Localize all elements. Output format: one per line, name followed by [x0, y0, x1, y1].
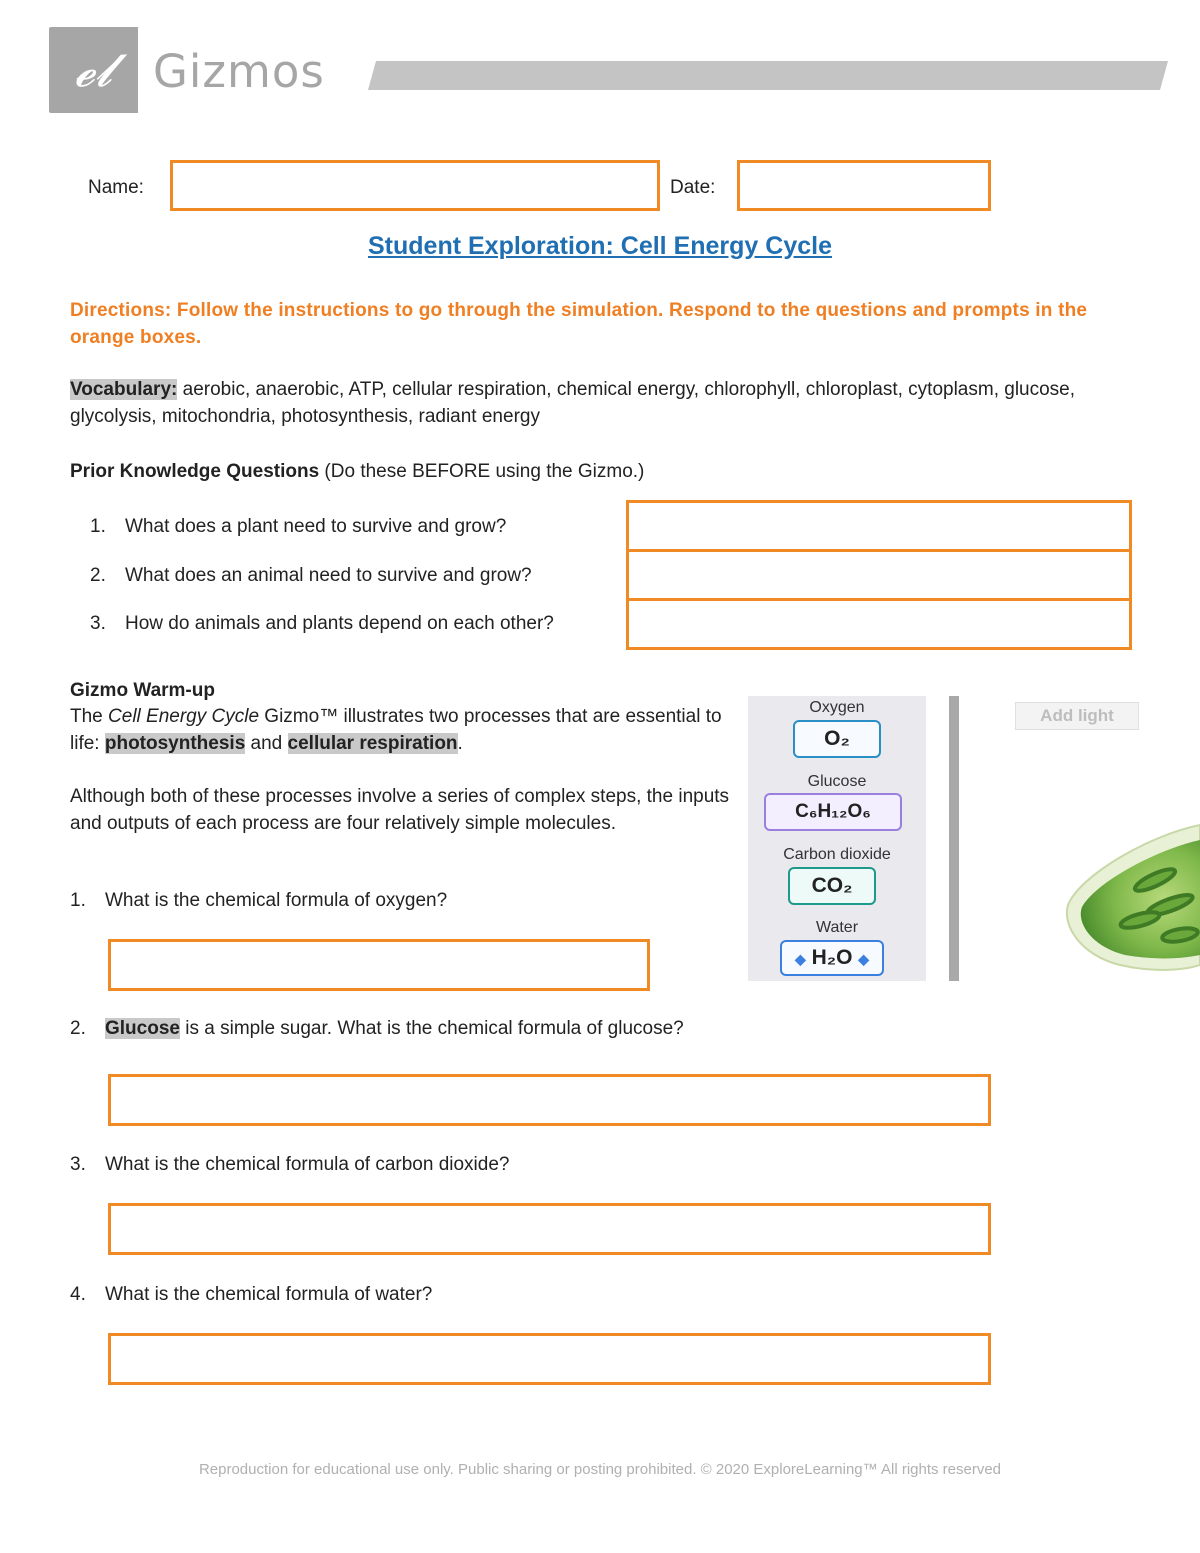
warmup-paragraph-2: Although both of these processes involve a series of complex steps, the inputs and outputs of each process are four relatively simple molecules.	[70, 786, 730, 834]
gizmos-logo-text: Gizmos	[153, 45, 325, 98]
term-glucose: Glucose	[105, 1018, 180, 1039]
pk-q1-number: 1.	[90, 516, 106, 537]
glucose-molecule-tile[interactable]: C₆H₁₂O₆	[764, 793, 902, 831]
header-bar	[368, 61, 1168, 90]
water-formula-answer[interactable]	[108, 1333, 991, 1385]
vocabulary-label: Vocabulary:	[70, 379, 178, 400]
pk-answer-3[interactable]	[626, 598, 1132, 650]
name-field[interactable]	[170, 160, 660, 211]
term-cellular-respiration: cellular respiration	[287, 733, 458, 754]
warmup-intro-mid: Gizmo™ illustrates two processes that are essential to life:	[70, 706, 722, 754]
pk-answer-1[interactable]	[626, 500, 1132, 552]
wq4-text: What is the chemical formula of water?	[105, 1284, 433, 1305]
pk-q3-text: How do animals and plants depend on each other?	[125, 613, 554, 634]
warmup-intro	[70, 703, 730, 757]
prior-knowledge-note: (Do these BEFORE using the Gizmo.)	[319, 461, 645, 482]
wq2-number: 2.	[70, 1018, 86, 1039]
carbon-dioxide-molecule-tile[interactable]: CO₂	[788, 867, 876, 905]
prior-knowledge-heading-line	[70, 458, 644, 485]
copyright-footer: Reproduction for educational use only. Public sharing or posting prohibited. © 2020 ExploreLearning™ All rights reserved	[198, 1461, 1002, 1478]
water-drop-icon: ◆	[858, 951, 870, 967]
wq4-number: 4.	[70, 1284, 86, 1305]
wq2-text	[105, 1018, 684, 1040]
date-field[interactable]	[737, 160, 991, 211]
add-light-button[interactable]: Add light	[1015, 702, 1139, 730]
prior-knowledge-heading: Prior Knowledge Questions	[70, 461, 320, 482]
water-molecule-tile[interactable]	[780, 940, 884, 976]
panel-divider	[949, 696, 959, 981]
pk-q2-number: 2.	[90, 565, 106, 586]
chloroplast-illustration	[1060, 795, 1200, 995]
carbon-dioxide-label: Carbon dioxide	[783, 846, 891, 863]
pk-q3-number: 3.	[90, 613, 106, 634]
vocabulary-terms: aerobic, anaerobic, ATP, cellular respiration, chemical energy, chlorophyll, chloroplast, cytoplasm, glucose, glycolysis, mitochondria, photosynthesis, radiant energy	[70, 379, 1076, 427]
wq1-text: What is the chemical formula of oxygen?	[105, 890, 448, 911]
oxygen-label: Oxygen	[809, 699, 865, 716]
oxygen-formula-answer[interactable]	[108, 939, 650, 991]
water-formula: H₂O	[811, 946, 853, 969]
warmup-heading: Gizmo Warm-up	[70, 680, 215, 701]
wq3-number: 3.	[70, 1154, 86, 1175]
wq1-number: 1.	[70, 890, 86, 911]
term-photosynthesis: photosynthesis	[104, 733, 246, 754]
warmup-period: .	[457, 733, 463, 754]
gizmo-name: Cell Energy Cycle	[108, 706, 260, 727]
pk-answer-2[interactable]	[626, 549, 1132, 601]
glucose-label: Glucose	[807, 773, 867, 790]
date-label: Date:	[670, 177, 716, 198]
carbon-dioxide-formula-answer[interactable]	[108, 1203, 991, 1255]
molecule-panel	[748, 696, 926, 981]
vocabulary-paragraph	[70, 376, 1140, 430]
wq3-text: What is the chemical formula of carbon dioxide?	[105, 1154, 510, 1175]
warmup-and: and	[245, 733, 288, 754]
warmup-intro-start: The	[70, 706, 109, 727]
wq2-text-rest: is a simple sugar. What is the chemical formula of glucose?	[179, 1018, 684, 1039]
page-title: Student Exploration: Cell Energy Cycle	[368, 232, 832, 260]
name-label: Name:	[88, 177, 144, 198]
directions-text: Directions: Follow the instructions to go through the simulation. Respond to the questions and prompts in the orange boxes.	[70, 300, 1088, 348]
explorelearning-logo-mark: 𝓮𝓵	[49, 27, 138, 113]
pk-q1-text: What does a plant need to survive and grow?	[125, 516, 507, 537]
oxygen-molecule-tile[interactable]: O₂	[793, 720, 881, 758]
glucose-formula-answer[interactable]	[108, 1074, 991, 1126]
water-label: Water	[815, 919, 859, 936]
water-drop-icon: ◆	[794, 951, 806, 967]
pk-q2-text: What does an animal need to survive and grow?	[125, 565, 532, 586]
